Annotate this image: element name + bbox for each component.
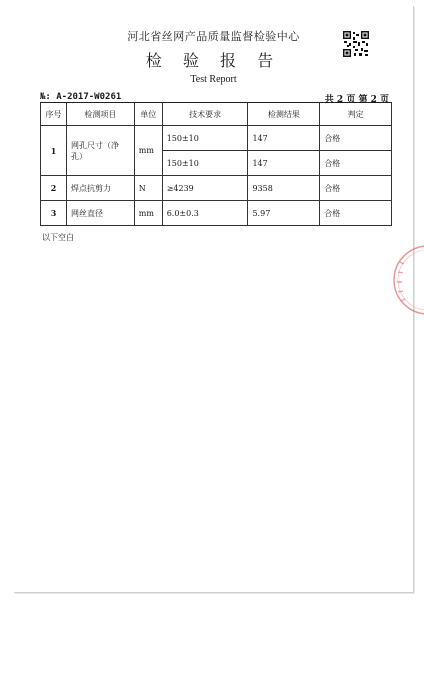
result: 147 xyxy=(248,151,320,176)
table-row xyxy=(41,201,392,226)
result: 147 xyxy=(248,126,320,151)
verdict: 合格 xyxy=(320,151,392,176)
column-header-unit: 单位 xyxy=(134,103,162,126)
result: 9358 xyxy=(248,176,320,201)
row-number: 1 xyxy=(41,126,67,176)
column-header-requirement: 技术要求 xyxy=(162,103,248,126)
column-header-result: 检测结果 xyxy=(248,103,320,126)
requirement: 150±10 xyxy=(162,151,248,176)
unit: mm xyxy=(134,126,162,176)
result: 5.97 xyxy=(248,201,320,226)
requirement: 6.0±0.3 xyxy=(162,201,248,226)
report-number: №: A-2017-W0261 xyxy=(40,92,122,102)
report-title: 检 验 报 告 xyxy=(145,51,282,70)
report-page xyxy=(14,6,414,593)
requirement: ≥4239 xyxy=(162,176,248,201)
unit: N xyxy=(134,176,162,201)
column-header-verdict: 判定 xyxy=(320,103,392,126)
verdict: 合格 xyxy=(320,126,392,151)
table-row xyxy=(41,176,392,201)
organization-name: 河北省丝网产品质量监督检验中心 xyxy=(127,30,300,43)
column-header-no: 序号 xyxy=(41,103,67,126)
official-seal-stamp xyxy=(390,240,424,320)
row-number: 3 xyxy=(41,201,67,226)
table-header-row xyxy=(41,103,392,126)
test-item: 网孔尺寸（净孔） xyxy=(66,126,134,176)
results-table xyxy=(40,102,392,226)
test-item: 网丝直径 xyxy=(66,201,134,226)
verdict: 合格 xyxy=(320,201,392,226)
requirement: 150±10 xyxy=(162,126,248,151)
row-number: 2 xyxy=(41,176,67,201)
blank-below-note: 以下空白 xyxy=(42,233,74,242)
page-indicator: 共 2 页 第 2 页 xyxy=(324,95,389,105)
report-subtitle: Test Report xyxy=(190,74,237,85)
test-item: 焊点抗剪力 xyxy=(66,176,134,201)
qr-code-icon xyxy=(342,30,370,58)
verdict: 合格 xyxy=(320,176,392,201)
column-header-item: 检测项目 xyxy=(66,103,134,126)
table-row xyxy=(41,126,392,151)
unit: mm xyxy=(134,201,162,226)
